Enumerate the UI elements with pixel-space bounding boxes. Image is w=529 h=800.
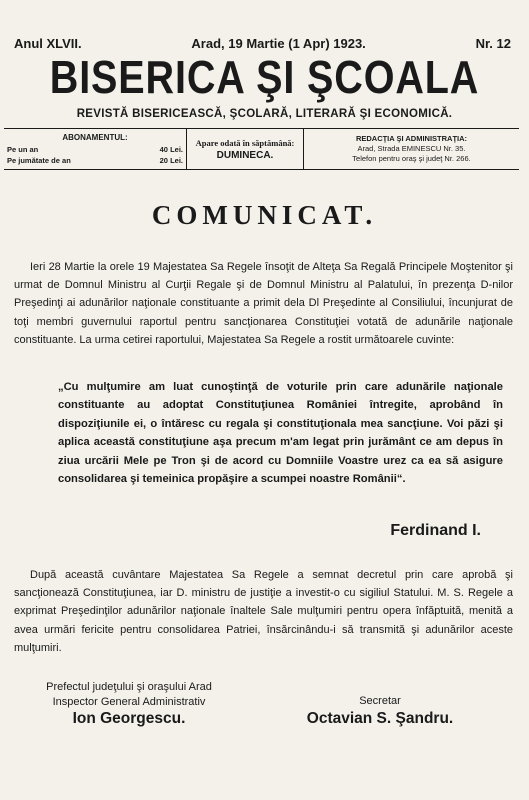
signature-prefect [14, 680, 244, 727]
masthead-subtitle: REVISTĂ BISERICEASCĂ, ŞCOLARĂ, LITERARĂ ŞI ECONOMICĂ. [76, 108, 453, 120]
frequency-line: Apare odată în săptămână: [195, 137, 295, 148]
subscription-row [7, 144, 183, 155]
secretary-title: Secretar [359, 695, 401, 707]
issue-number: Nr. 12 [475, 36, 511, 51]
masthead-title: BISERICA ŞI ŞCOALA [49, 51, 480, 103]
issue-date: Arad, 19 Martie (1 Apr) 1923. [191, 36, 366, 51]
redaction-address: Arad, Strada EMINESCU Nr. 35. [357, 144, 466, 153]
frequency-day: DUMINECA. [216, 149, 274, 161]
redaction-heading: REDACŢIA ŞI ADMINISTRAŢIA: [355, 134, 468, 143]
paragraph-intro: Ieri 28 Martie la orele 19 Majestatea Sa Regele însoţit de Alteţa Sa Regală Principele Moştenitor şi urmat de Domnul Ministru al Curţii Regale şi de Domnul Ministru al Palatului, în prezenţa D-nilor Preşedinţi ai adunărilor naţionale constituante a primit dela Dl Preşedinte al Consiliului, încunjurat de toţi membri guvernului raportul pentru sancţionarea Constituţiei votată de adunările naţionale constituante. La urma cetirei raportului, Majestatea Sa Regele a rostit următoarele cuvinte: [14, 261, 513, 346]
issue-year: Anul XLVII. [14, 36, 82, 51]
signature-secretary [250, 694, 510, 726]
subscription-price: 40 Lei. [159, 144, 183, 154]
secretary-name: Octavian S. Şandru. [306, 709, 454, 727]
frequency-box [186, 129, 303, 169]
subscription-price: 20 Lei. [159, 155, 183, 165]
subscription-box [4, 129, 186, 169]
prefect-subtitle: Inspector General Administrativ [52, 695, 206, 708]
info-bar [4, 128, 519, 170]
issue-line [14, 36, 511, 52]
prefect-name: Ion Georgescu. [72, 710, 186, 727]
redaction-box [303, 129, 519, 169]
subscription-row [7, 155, 183, 166]
subscription-label: Pe un an [7, 144, 39, 154]
article-heading: COMUNICAT. [151, 200, 378, 230]
quote-signature: Ferdinand I. [390, 522, 481, 539]
redaction-phone: Telefon pentru oraş şi judeţ Nr. 266. [352, 154, 471, 163]
paragraph-closing: După această cuvântare Majestatea Sa Regele a semnat decretul prin care aprobă şi sancţionează Constituţiunea, iar D. ministru de justiţie a investit-o cu sigiliul Statului. M. S. Regele a exprimat Preşedinţilor adunărilor naţionale înaltele Sale mulţumiri pentru opera înfăptuită, menită a avea urmări fericite pentru consolidarea Patriei, însărcinându-i să transmită şi adunărilor aceste mulţumiri. [14, 569, 513, 654]
subscription-label: Pe jumătate de an [7, 155, 71, 165]
subscription-heading: ABONAMENTUL: [62, 132, 128, 142]
prefect-title: Prefectul judeţului şi oraşului Arad [46, 681, 212, 693]
royal-quote: „Cu mulţumire am luat cunoştinţă de voturile prin care adunările naţionale constituante au adoptat Constituţiunea României întregite, aprobând în dispoziţiunile ei, o întăresc cu regala şi constituţionala mea sancţiune. Voi păzi şi aplica această constituţiune aşa precum m'am legat prin jurământ ce am depus în ziua urcării Mele pe Tron şi de acord cu Domniile Voastre urez ca ea să asigure consolidarea şi temeinica propăşire a scumpei noastre Românii“. [58, 381, 503, 486]
